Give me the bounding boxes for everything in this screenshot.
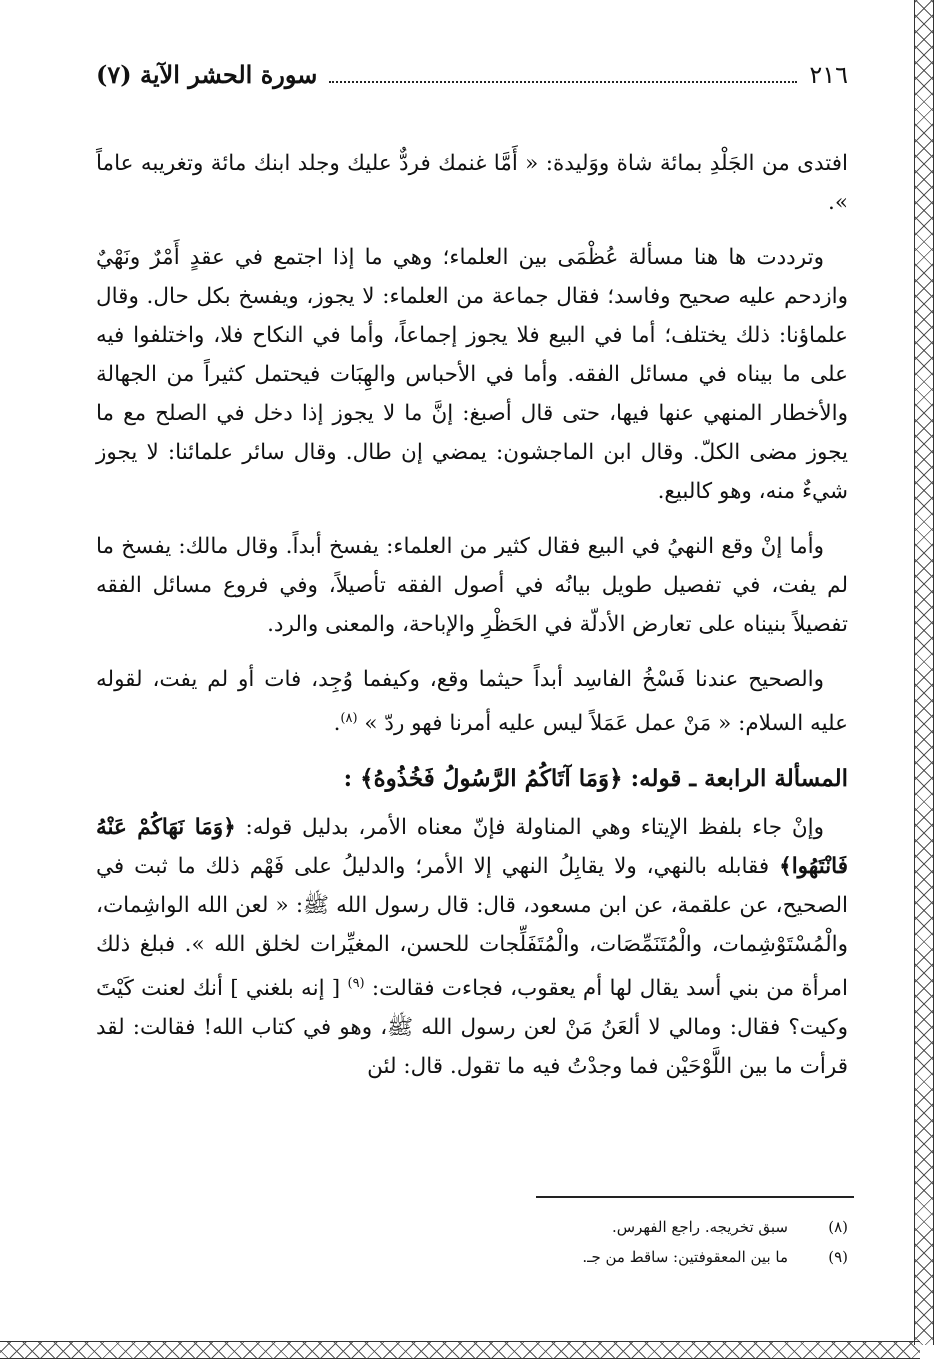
footnote-item: [96, 1212, 848, 1242]
paragraph-text: فقابله بالنهي، ولا يقابِلُ النهي إلا الأمر؛ والدليلُ على فَهْم ذلك ما ثبت في الصحيح، عن علقمة، عن ابن مسعود، قال: قال رسول الله ﷺ: « لعن الله الواشِمات، والْمُسْتَوْشِمات، والْمُتَنَمِّصَات، والْمُتَفَلِّجات للحسن، المغيِّرات لخلق الله ». فبلغ ذلك امرأة من بني أسد يقال لها أم يعقوب، فجاءت فقالت:: [96, 854, 848, 1002]
footnote-text: سبق تخريجه. راجع الفهرس.: [612, 1218, 788, 1236]
paragraph: والصحيح عندنا فَسْخُ الفاسِد أبداً حيثما وقع، وكيفما وُجِد، فات أو لم يفت، لقوله عليه السلام: « مَنْ عمل عَمَلاً ليس عليه أمرنا فهو ردّ » $^{(٨)}$.: [96, 667, 848, 737]
footnotes: [96, 1212, 848, 1272]
decorative-border-bottom: [0, 1341, 920, 1359]
page-number: ٢١٦: [809, 61, 848, 89]
footnote-text: ما بين المعقوفتين: ساقط من جـ.: [582, 1248, 788, 1266]
quran-verse: ﴿وَمَا آتَاكُمُ الرَّسُولُ فَخُذُوهُ﴾: [360, 765, 623, 793]
paragraph: وأما إنْ وقع النهيُ في البيع فقال كثير من العلماء: يفسخ أبداً. وقال مالك: يفسخ ما لم يفت، في تفصيل طويل بيانُه في أصول الفقه تأصيلاً، وفي فروع مسائل الفقه تفصيلاً بنيناه على تعارض الأدلّة في الحَظْرِ والإباحة، والمعنى والرد.: [96, 534, 848, 637]
paragraph-text: والصحيح عندنا فَسْخُ الفاسِد أبداً حيثما وقع، وكيفما وُجِد، فات أو لم يفت، لقوله عليه السلام: « مَنْ عمل عَمَلاً ليس عليه أمرنا فهو ردّ »: [96, 667, 848, 737]
heading-prefix: المسألة الرابعة ـ قوله:: [630, 765, 848, 793]
section-heading: [96, 759, 848, 798]
running-title: سورة الحشر الآية (٧): [96, 60, 318, 89]
footnote-ref-9: (٩): [347, 976, 365, 992]
page-header: [96, 60, 848, 108]
footnote-number: (٨): [828, 1218, 848, 1236]
footnote-item: [96, 1242, 848, 1272]
quran-verse: ﴿وَمَا نَهَاكُمْ عَنْهُ فَانْتَهُوا﴾: [96, 815, 848, 880]
decorative-border-right: [914, 0, 934, 1345]
main-text: [96, 144, 848, 1086]
footnote-ref-8: (٨): [340, 711, 358, 726]
book-page: [96, 60, 848, 1102]
heading-suffix: :: [343, 765, 353, 793]
header-dotted-leader: [329, 65, 797, 83]
paragraph: افتدى من الجَلْدِ بمائة شاة ووَليدة: « أَمَّا غنمك فردٌّ عليك وجلد ابنك مائة وتغريبه عاماً ».: [96, 151, 848, 215]
footnote-separator: [536, 1196, 854, 1198]
paragraph: [96, 808, 848, 1086]
footnote-number: (٩): [828, 1248, 848, 1266]
paragraph: وترددت ها هنا مسألة عُظْمَى بين العلماء؛ وهي ما إذا اجتمع في عقدٍ أَمْرٌ ونَهْيٌ وازدحم عليه صحيح وفاسد؛ فقال جماعة من العلماء: لا يجوز، ويفسخ بكل حال. وقال علماؤنا: ذلك يختلف؛ أما في البيع فلا يجوز إجماعاً، وأما في النكاح فلا، واختلفوا فيه على ما بيناه في مسائل الفقه. وأما في الأحباس والهِبَات فيحتمل كثيراً من الجهالة والأخطار المنهي عنها فيها، حتى قال أصبغ: إنَّ ما لا يجوز إذا دخل في الصلح مع ما يجوز مضى الكلّ. وقال ابن الماجشون: يمضي إن طال. وقال سائر علمائنا: لا يجوز شيءٌ منه، وهو كالبيع.: [96, 245, 848, 504]
paragraph-text: [ إنه بلغني ] أنك لعنت كَيْتَ وكيت؟ فقال: ومالي لا ألعَنُ مَنْ لعن رسول الله ﷺ، وهو في كتاب الله! فقالت: لقد قرأت ما بين اللَّوْحَيْن فما وجدْتُ فيه ما تقول. قال: لئن: [96, 976, 848, 1080]
paragraph-text: وإنْ جاء بلفظ الإيتاء وهي المناولة فإنّ معناه الأمر، بدليل قوله:: [245, 815, 824, 841]
